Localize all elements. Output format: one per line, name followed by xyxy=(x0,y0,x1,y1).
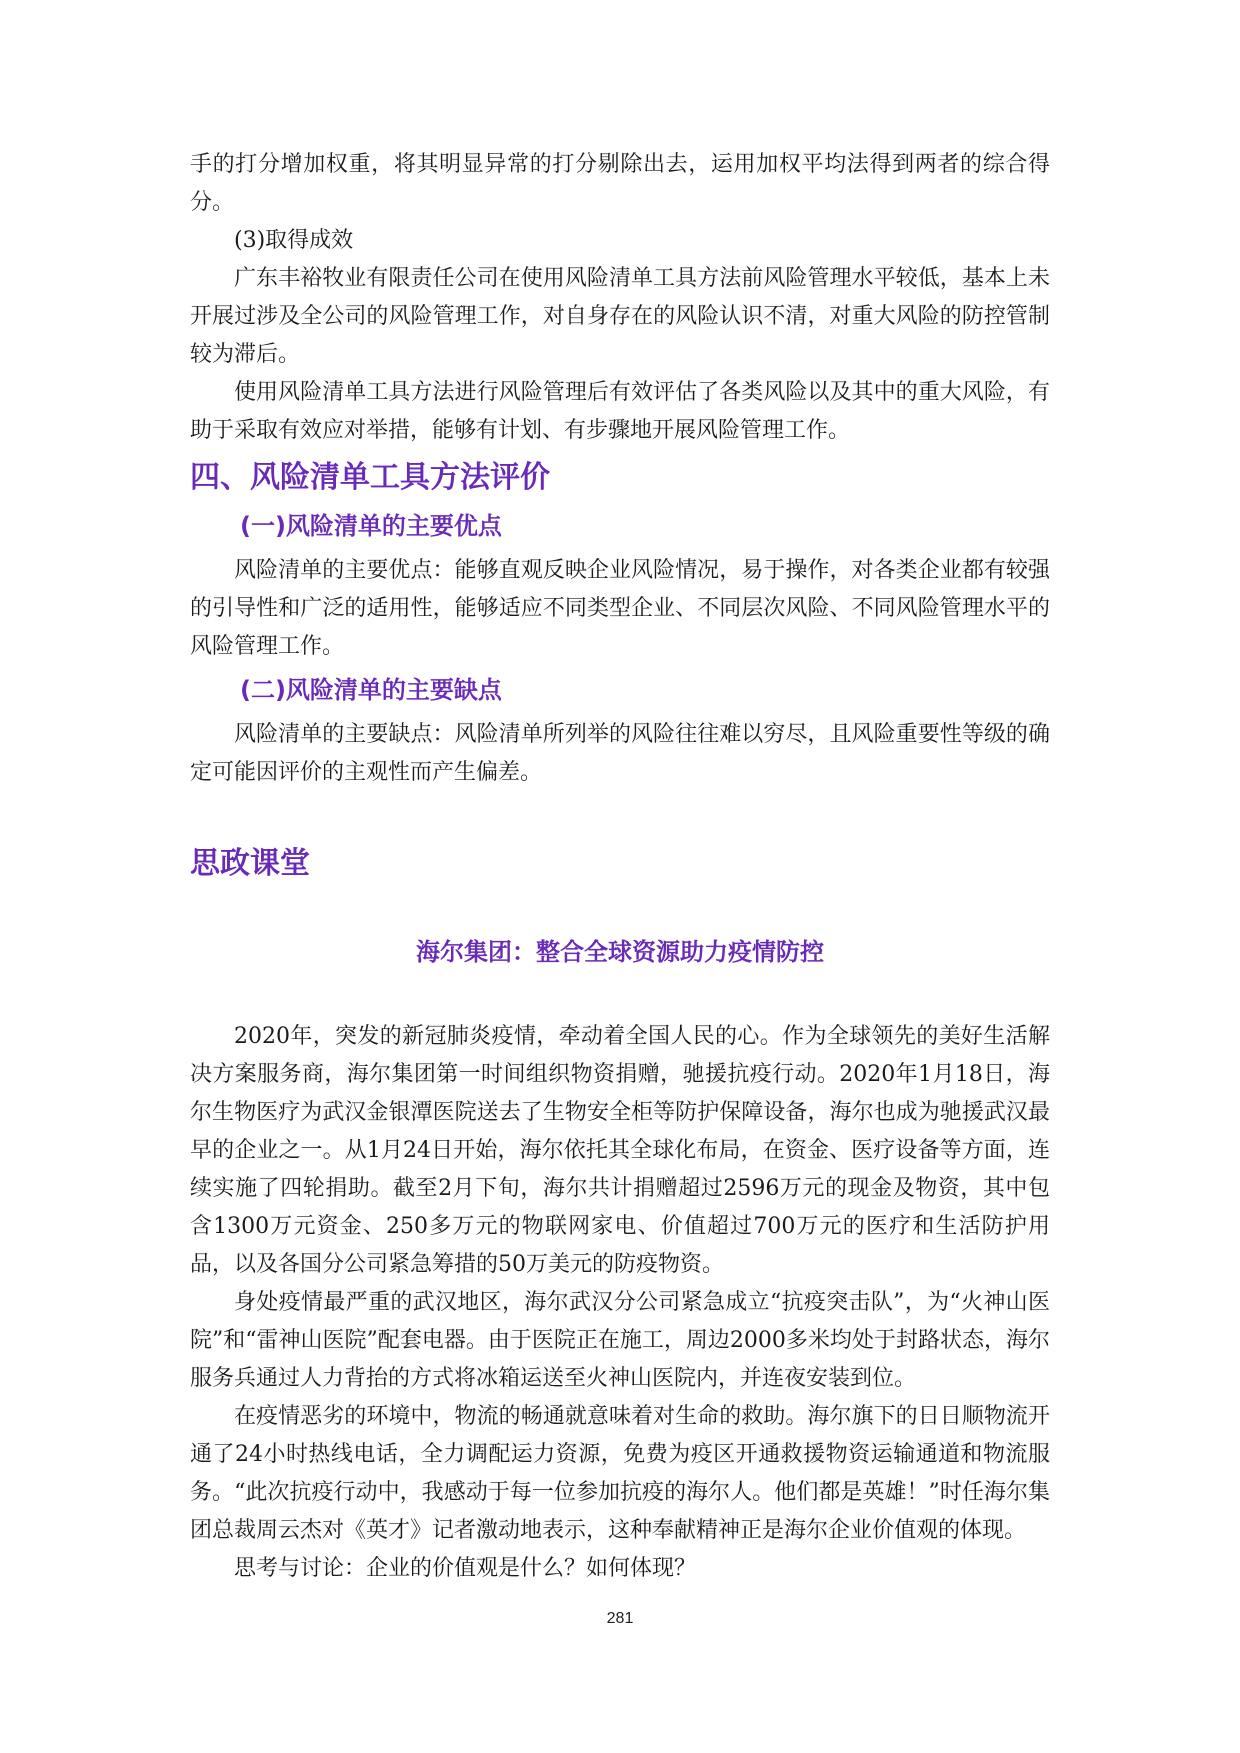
paragraph-after: 使用风险清单工具方法进行风险管理后有效评估了各类风险以及其中的重大风险，有助于采取有效应对举措，能够有计划、有步骤地开展风险管理工作。 xyxy=(190,380,1050,443)
paragraph-subheading-results: (3)取得成效 xyxy=(234,228,354,253)
advantages-text: 风险清单的主要优点：能够直观反映企业风险情况，易于操作，对各类企业都有较强的引导性和广泛的适用性，能够适应不同类型企业、不同层次风险、不同风险管理水平的风险管理工作。 xyxy=(190,558,1050,659)
paragraph-continuation: 手的打分增加权重，将其明显异常的打分剔除出去，运用加权平均法得到两者的综合得分。 xyxy=(190,152,1050,215)
article-title: 海尔集团：整合全球资源助力疫情防控 xyxy=(416,938,824,966)
page-content xyxy=(190,146,1050,1588)
article-paragraph: 身处疫情最严重的武汉地区，海尔武汉分公司紧急成立“抗疫突击队”，为“火神山医院”和“雷神山医院”配套电器。由于医院正在施工，周边2000多米均处于封路状态，海尔服务兵通过人力背抬的方式将冰箱运送至火神山医院内，并连夜安装到位。 xyxy=(190,1290,1050,1391)
article-paragraph: 2020年，突发的新冠肺炎疫情，牵动着全国人民的心。作为全球领先的美好生活解决方案服务商，海尔集团第一时间组织物资捐赠，驰援抗疫行动。2020年1月18日，海尔生物医疗为武汉金银潭医院送去了生物安全柜等防护保障设备，海尔也成为驰援武汉最早的企业之一。从1月24日开始，海尔依托其全球化布局，在资金、医疗设备等方面，连续实施了四轮捐助。截至2月下旬，海尔共计捐赠超过2596万元的现金及物资，其中包含1300万元资金、250多万元的物联网家电、价值超过700万元的医疗和生活防护用品，以及各国分公司紧急筹措的50万美元的防疫物资。 xyxy=(190,1024,1050,1277)
advantages-heading: (一)风险清单的主要优点 xyxy=(240,512,502,540)
page-number: 281 xyxy=(606,1610,634,1627)
disadvantages-text: 风险清单的主要缺点：风险清单所列举的风险往往难以穷尽，且风险重要性等级的确定可能因评价的主观性而产生偏差。 xyxy=(190,722,1050,785)
classroom-heading: 思政课堂 xyxy=(190,846,310,881)
section-4-heading: 四、风险清单工具方法评价 xyxy=(190,460,550,495)
paragraph-before: 广东丰裕牧业有限责任公司在使用风险清单工具方法前风险管理水平较低，基本上未开展过涉及全公司的风险管理工作，对自身存在的风险认识不清，对重大风险的防控管制较为滞后。 xyxy=(190,266,1050,367)
article-paragraph: 在疫情恶劣的环境中，物流的畅通就意味着对生命的救助。海尔旗下的日日顺物流开通了24小时热线电话，全力调配运力资源，免费为疫区开通救援物资运输通道和物流服务。“此次抗疫行动中，我感动于每一位参加抗疫的海尔人。他们都是英雄！”时任海尔集团总裁周云杰对《英才》记者激动地表示，这种奉献精神正是海尔企业价值观的体现。 xyxy=(190,1404,1050,1543)
discussion-question: 思考与讨论：企业的价值观是什么？如何体现？ xyxy=(234,1556,697,1581)
disadvantages-heading: (二)风险清单的主要缺点 xyxy=(240,676,502,704)
